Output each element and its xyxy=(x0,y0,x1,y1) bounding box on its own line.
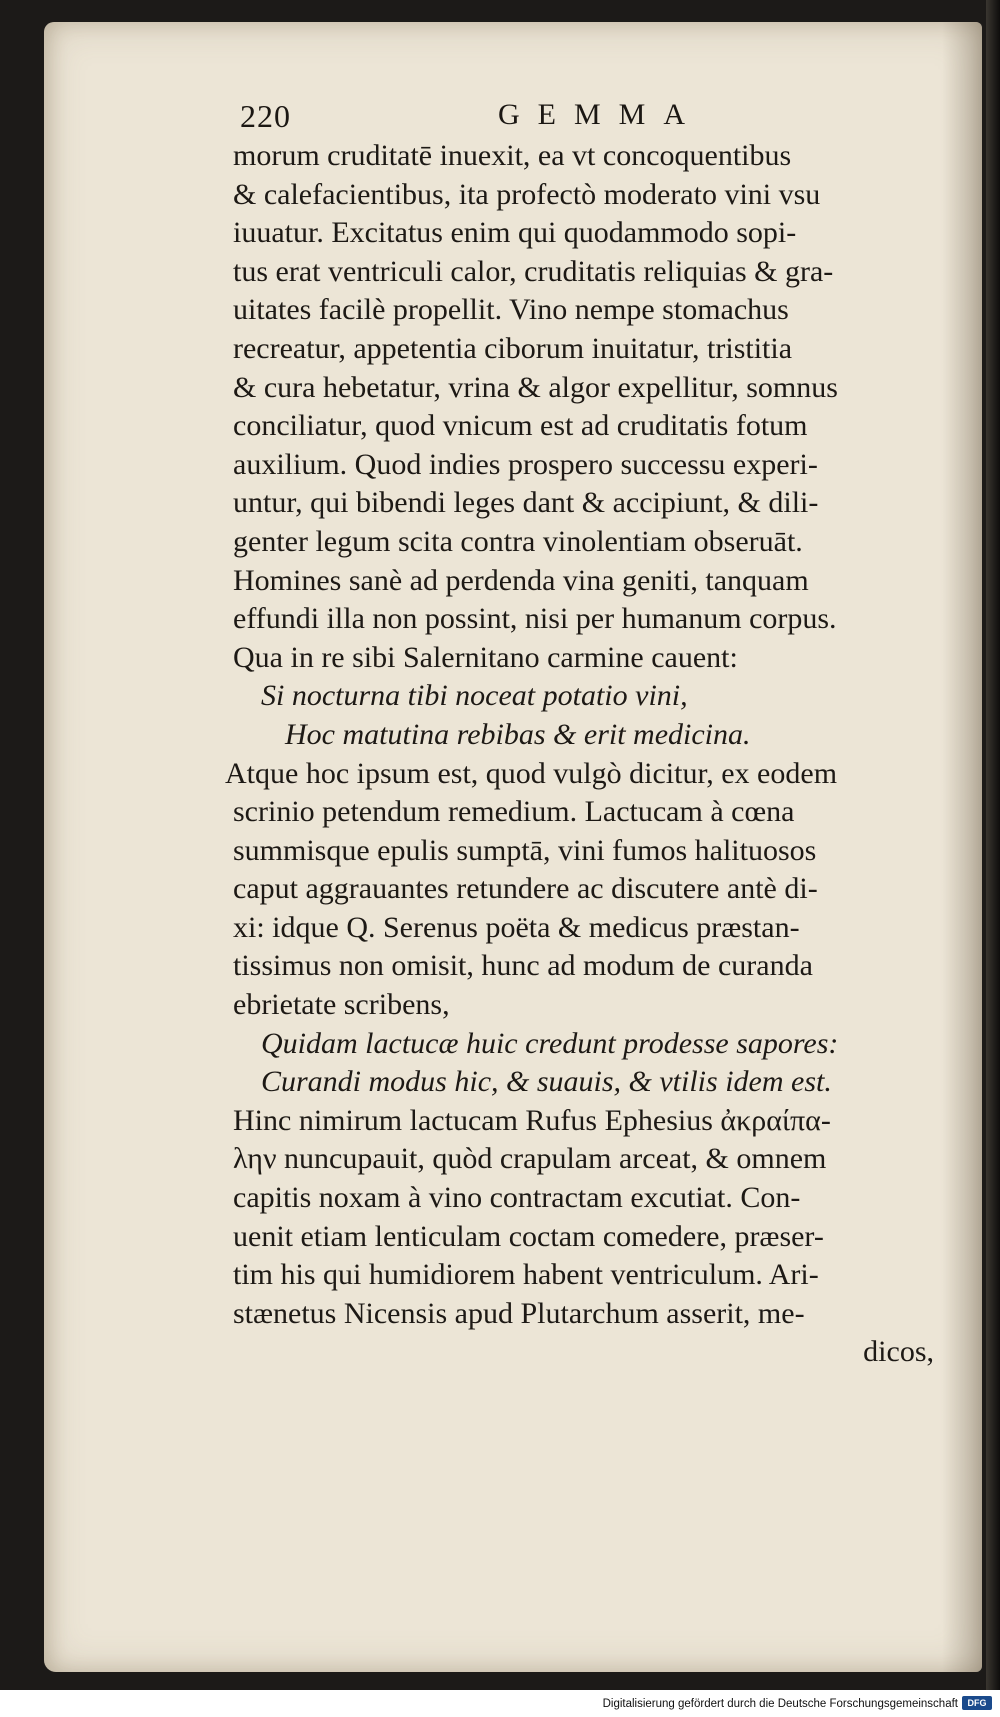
verse-line: Quidam lactucæ huic credunt prodesse sapores: xyxy=(261,1026,839,1060)
text-line: scrinio petendum remedium. Lactucam à cœna xyxy=(233,795,795,829)
text-line: caput aggrauantes retundere ac discutere antè di- xyxy=(233,872,818,906)
text-line: stænetus Nicensis apud Plutarchum asserit, me- xyxy=(233,1296,805,1330)
verse-line: Curandi modus hic, & suauis, & vtilis idem est. xyxy=(261,1065,832,1099)
text-line: & cura hebetatur, vrina & algor expellitur, somnus xyxy=(233,370,838,404)
page-number: 220 xyxy=(240,98,291,134)
text-line: uenit etiam lenticulam coctam comedere, præser- xyxy=(233,1219,824,1253)
text-line: untur, qui bibendi leges dant & accipiunt, & dili- xyxy=(233,486,819,520)
text-line: iuuatur. Excitatus enim qui quodammodo sopi- xyxy=(233,216,797,250)
text-line: capitis noxam à vino contractam excutiat. Con- xyxy=(233,1181,801,1215)
text-line: uitates facilè propellit. Vino nempe stomachus xyxy=(233,293,789,327)
page-text xyxy=(225,137,948,1372)
text-line: conciliatur, quod vnicum est ad cruditatis fotum xyxy=(233,409,808,443)
catchword: dicos, xyxy=(863,1335,934,1369)
text-line: tim his qui humidiorem habent ventriculum. Ari- xyxy=(233,1258,819,1292)
text-line: xi: idque Q. Serenus poëta & medicus præstan- xyxy=(233,910,800,944)
text-line: tus erat ventriculi calor, cruditatis reliquias & gra- xyxy=(233,254,834,288)
text-line: recreatur, appetentia ciborum inuitatur, tristitia xyxy=(233,331,793,365)
verse-line: Hoc matutina rebibas & erit medicina. xyxy=(285,717,751,751)
funding-credit: Digitalisierung gefördert durch die Deutsche Forschungsgemeinschaft xyxy=(602,1698,958,1710)
dfg-logo: DFG xyxy=(962,1696,992,1710)
text-line: Atque hoc ipsum est, quod vulgò dicitur, ex eodem xyxy=(225,756,838,790)
digitization-footer xyxy=(0,1690,1000,1717)
text-line: summisque epulis sumptā, vini fumos halituosos xyxy=(233,833,817,867)
text-line: auxilium. Quod indies prospero successu experi- xyxy=(233,447,818,481)
text-line: & calefacientibus, ita profectò moderato vini vsu xyxy=(233,177,821,211)
text-line: ebrietate scribens, xyxy=(233,988,450,1022)
text-line: tissimus non omisit, hunc ad modum de curanda xyxy=(233,949,813,983)
page-header xyxy=(240,98,880,138)
verse-line: Si nocturna tibi noceat potatio vini, xyxy=(261,679,688,713)
running-head: GEMMA xyxy=(498,98,704,131)
text-line: Qua in re sibi Salernitano carmine cauent: xyxy=(233,640,738,674)
text-line: Hinc nimirum lactucam Rufus Ephesius ἀκραίπα- xyxy=(233,1103,831,1137)
text-line: λην nuncupauit, quòd crapulam arceat, & omnem xyxy=(233,1142,827,1176)
text-line: effundi illa non possint, nisi per humanum corpus. xyxy=(233,602,837,636)
text-line: morum cruditatē inuexit, ea vt concoquentibus xyxy=(233,139,792,172)
book-binding-edge xyxy=(986,0,1000,1690)
text-line: Homines sanè ad perdenda vina geniti, tanquam xyxy=(233,563,809,597)
text-line: genter legum scita contra vinolentiam obseruāt. xyxy=(233,524,803,558)
